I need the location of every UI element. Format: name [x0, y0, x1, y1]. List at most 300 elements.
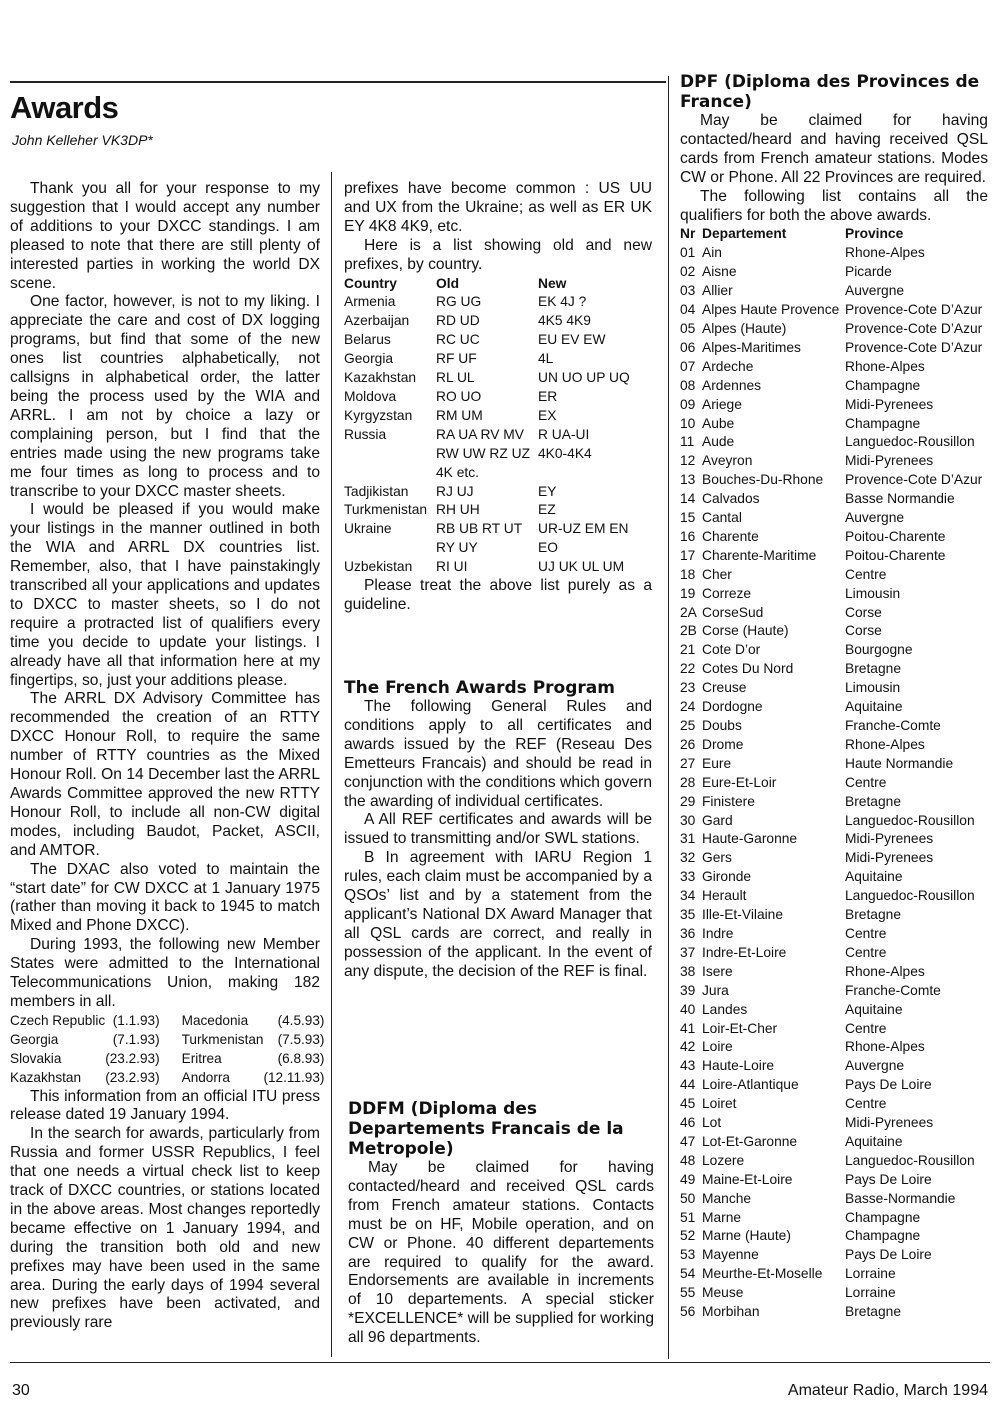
french-paragraph: The following General Rules and conditions apply to all certificates and awards issued by the REF (Reseau Des Emetteurs Francais) and should be read in conjunction with the conditions which govern the awarding of individual certificates.	[344, 698, 652, 810]
departement-row-cell: Isere	[702, 963, 733, 979]
prefix-row-cell: Russia	[344, 426, 387, 442]
departement-row-cell: Languedoc-Rousillon	[845, 434, 975, 450]
departement-row-cell: Poitou-Charente	[845, 528, 946, 544]
departement-row-cell: Indre	[702, 925, 734, 941]
departement-row	[680, 1133, 988, 1152]
departement-row-cell: Eure-Et-Loir	[702, 774, 777, 790]
departement-row-cell: 42	[680, 1039, 696, 1055]
prefix-row	[344, 501, 644, 520]
departement-row-cell: 33	[680, 869, 696, 885]
col2-paragraph: Here is a list showing old and new prefixes, by country.	[344, 236, 652, 273]
member-cell: (23.2.93)	[105, 1069, 160, 1085]
col1-paragraph: The ARRL DX Advisory Committee has recommended the creation of an RTTY DXCC Honour Roll, to require the same number of RTTY countries as the Mixed Honour Roll. On 14 December last the ARRL Awards Committee approved the new RTTY Honour Roll, to include all non-CW digital modes, including Baudot, Packet, ASCII, and AMTOR.	[10, 690, 320, 859]
departement-row-cell: Corse (Haute)	[702, 623, 789, 639]
prefix-row-cell: EU EV EW	[538, 332, 606, 348]
departement-row-cell: 09	[680, 396, 696, 412]
departement-row-cell: 16	[680, 528, 696, 544]
departement-row-cell: Provence-Cote D’Azur	[845, 472, 983, 488]
departement-row	[680, 963, 988, 982]
departement-row	[680, 377, 988, 396]
departement-row-cell: 10	[680, 415, 696, 431]
departement-row-cell: Doubs	[702, 718, 742, 733]
prefix-row	[344, 445, 644, 464]
departement-row-cell: 17	[680, 547, 696, 563]
departement-row-cell: Eure	[702, 755, 732, 771]
prefix-header-country: Country	[344, 275, 397, 291]
departement-row-cell: Aquitaine	[845, 1133, 903, 1149]
departement-row-cell: Midi-Pyrenees	[845, 453, 934, 469]
page-number: 30	[12, 1382, 30, 1399]
departement-row-cell: Centre	[845, 925, 887, 941]
prefix-row-cell: RG UG	[436, 294, 482, 310]
departement-row-cell: Cote D’or	[702, 642, 761, 658]
departement-row-cell: Bouches-Du-Rhone	[702, 472, 824, 488]
departement-row	[680, 1095, 988, 1114]
dept-header-nr: Nr	[680, 226, 696, 242]
departement-row-cell: Centre	[845, 774, 887, 790]
departement-row	[680, 755, 988, 774]
prefix-row-cell: RD UD	[436, 313, 480, 329]
ddfm-section	[348, 1099, 654, 1348]
prefix-row-cell: EK 4J ?	[538, 294, 587, 310]
departement-row-cell: 31	[680, 831, 696, 847]
departement-row-cell: 53	[680, 1247, 696, 1263]
member-row	[10, 1012, 324, 1031]
departement-row-cell: 24	[680, 699, 696, 715]
departement-row-cell: 21	[680, 642, 696, 658]
ddfm-paragraphs	[348, 1159, 654, 1348]
prefix-header-old: Old	[436, 275, 459, 291]
col2-paragraphs-b	[344, 577, 652, 615]
departement-row-cell: Bretagne	[845, 661, 901, 677]
departement-row	[680, 1020, 988, 1039]
departement-row-cell: 2B	[680, 623, 697, 639]
departement-row-cell: 12	[680, 453, 696, 469]
departement-row-cell: Gironde	[702, 869, 752, 885]
publication-footer: Amateur Radio, March 1994	[787, 1382, 988, 1399]
prefix-row	[344, 483, 644, 502]
prefix-row	[344, 520, 644, 539]
departement-row-cell: Maine-Et-Loire	[702, 1171, 793, 1187]
prefix-header-new: New	[538, 275, 567, 291]
departement-row	[680, 1171, 988, 1190]
departement-row	[680, 604, 988, 623]
departement-row	[680, 982, 988, 1001]
dpf-paragraphs	[680, 112, 988, 225]
departement-row-cell: Centre	[845, 1096, 887, 1112]
column-1	[10, 180, 325, 1333]
departement-row-cell: Creuse	[702, 680, 747, 696]
departement-row	[680, 301, 988, 320]
departement-row-cell: CorseSud	[702, 604, 764, 620]
departement-row-cell: Herault	[702, 888, 747, 904]
departement-row-cell: 47	[680, 1133, 696, 1149]
prefix-row-cell: Ukraine	[344, 521, 392, 537]
itu-members-table	[10, 1012, 324, 1088]
prefix-row-cell: EO	[538, 540, 558, 556]
departement-row-cell: Bretagne	[845, 1304, 901, 1320]
departement-row-cell: 2A	[680, 604, 697, 620]
dept-header-departement: Departement	[702, 226, 787, 242]
dpf-heading: DPF (Diploma des Provinces de France)	[680, 72, 980, 112]
col1-paragraph: In the search for awards, particularly from Russia and former USSR Republics, I feel that one needs a virtual check list to keep track of DXCC countries, or stations located in the above areas. Most changes reportedly became effective on 1 January 1994, and during the transition both old and new prefixes may have been used in the same area. During the early days of 1994 several new prefixes have been activated, and previously rare	[10, 1125, 320, 1332]
departement-row-cell: Drome	[702, 736, 744, 752]
departement-row-cell: Charente	[702, 528, 759, 544]
departement-row-cell: 23	[680, 680, 696, 696]
departement-row-cell: Aude	[702, 434, 735, 450]
departement-table	[680, 225, 988, 1322]
departement-row	[680, 396, 988, 415]
departement-row-cell: Basse-Normandie	[845, 1190, 956, 1206]
prefix-row-cell: RJ UJ	[436, 483, 474, 499]
departement-row-cell: Rhone-Alpes	[845, 963, 925, 979]
departement-row-cell: 05	[680, 320, 696, 336]
prefix-row-cell: 4K5 4K9	[538, 313, 591, 329]
departement-row	[680, 585, 988, 604]
departement-row	[680, 1246, 988, 1265]
departement-row-cell: Cotes Du Nord	[702, 661, 794, 677]
column-divider-1	[331, 172, 332, 1357]
departement-row-cell: Centre	[845, 1020, 887, 1036]
departement-row-cell: Gers	[702, 850, 732, 866]
departement-row-cell: Champagne	[845, 377, 921, 393]
member-cell: (4.5.93)	[277, 1012, 325, 1028]
departement-row-cell: Loiret	[702, 1096, 737, 1112]
departement-row-cell: 54	[680, 1266, 696, 1282]
top-rule	[10, 81, 666, 83]
departement-row-cell: 01	[680, 245, 696, 261]
departement-row-cell: Auvergne	[845, 1058, 905, 1074]
departement-row-cell: 22	[680, 661, 696, 677]
prefix-row-cell: RM UM	[436, 407, 483, 423]
prefix-row-cell: RY UY	[436, 540, 478, 556]
prefix-row	[344, 293, 644, 312]
departement-row-cell: Picarde	[845, 264, 892, 280]
member-cell: Eritrea	[181, 1050, 222, 1066]
departement-row-cell: 07	[680, 358, 696, 374]
departement-row	[680, 660, 988, 679]
departement-row-cell: 37	[680, 944, 696, 960]
departement-row-cell: Corse	[845, 623, 882, 639]
dpf-paragraph: The following list contains all the qualifiers for both the above awards.	[680, 187, 988, 224]
departement-row-cell: 28	[680, 774, 696, 790]
departement-row-cell: 03	[680, 283, 696, 299]
departement-row-cell: Basse Normandie	[845, 491, 955, 507]
departement-row-cell: 52	[680, 1228, 696, 1244]
departement-row-cell: Lorraine	[845, 1285, 896, 1301]
departement-row-cell: 49	[680, 1171, 696, 1187]
departement-row-cell: Champagne	[845, 1228, 921, 1244]
departement-row	[680, 679, 988, 698]
departement-row-cell: 15	[680, 510, 696, 526]
col1-paragraph: Thank you all for your response to my suggestion that I would accept any number of additions to your DXCC standings. I am pleased to note that there are still plenty of interested parties in working the world DX scene.	[10, 180, 320, 292]
prefix-row-cell: 4K0-4K4	[538, 445, 592, 461]
prefix-row-cell: ER	[538, 388, 558, 404]
prefix-row-cell: Uzbekistan	[344, 559, 413, 575]
departement-row-cell: Bretagne	[845, 793, 901, 809]
departement-row-cell: Champagne	[845, 415, 921, 431]
departement-row-cell: Languedoc-Rousillon	[845, 888, 975, 904]
prefix-row-cell: Armenia	[344, 294, 396, 310]
departement-row-cell: Ariege	[702, 396, 742, 412]
departement-row-cell: Morbihan	[702, 1304, 760, 1320]
departement-row-cell: Charente-Maritime	[702, 547, 817, 563]
departement-row-cell: Auvergne	[845, 283, 905, 299]
departement-row-cell: Aquitaine	[845, 1001, 903, 1017]
prefix-row-cell: UN UO UP UQ	[538, 370, 630, 386]
departement-row-cell: Ille-Et-Vilaine	[702, 907, 784, 923]
prefix-row	[344, 558, 644, 577]
departement-row-cell: 29	[680, 793, 696, 809]
departement-row-cell: Midi-Pyrenees	[845, 831, 934, 847]
departement-row-cell: Aquitaine	[845, 699, 903, 715]
departement-row-cell: Champagne	[845, 1209, 921, 1225]
departement-row	[680, 849, 988, 868]
departement-row	[680, 622, 988, 641]
prefix-row-cell: RC UC	[436, 332, 480, 348]
departement-row-cell: Limousin	[845, 680, 901, 696]
prefix-row-cell: Tadjikistan	[344, 483, 409, 499]
departement-row-cell: Aisne	[702, 264, 737, 280]
prefix-row-cell: RB UB RT UT	[436, 521, 523, 537]
departement-row-cell: Gard	[702, 812, 733, 828]
prefix-row-cell: Belarus	[344, 332, 391, 348]
departement-row-cell: Alpes-Maritimes	[702, 339, 801, 355]
prefix-row-cell: Kyrgyzstan	[344, 407, 413, 423]
prefix-row	[344, 312, 644, 331]
french-awards-heading: The French Awards Program	[344, 678, 615, 698]
departement-row-cell: Cantal	[702, 510, 742, 526]
departement-row	[680, 774, 988, 793]
member-cell: Kazakhstan	[10, 1069, 82, 1085]
departement-row	[680, 1190, 988, 1209]
departement-row-cell: Franche-Comte	[845, 982, 941, 998]
departement-row	[680, 528, 988, 547]
member-cell: (12.11.93)	[263, 1069, 325, 1085]
departement-row-cell: Lorraine	[845, 1266, 896, 1282]
prefix-row-cell: EY	[538, 483, 557, 499]
ddfm-heading: DDFM (Diploma des Departements Francais de la Metropole)	[348, 1099, 624, 1159]
col1-paragraphs-a	[10, 180, 320, 1012]
member-row	[10, 1050, 324, 1069]
departement-row-cell: 44	[680, 1077, 696, 1093]
prefix-row-cell: 4K etc.	[436, 464, 479, 480]
departement-row	[680, 925, 988, 944]
departement-row-cell: 56	[680, 1304, 696, 1320]
departement-row-cell: 39	[680, 982, 696, 998]
departement-row	[680, 244, 988, 263]
departement-row-cell: Midi-Pyrenees	[845, 396, 934, 412]
departement-row	[680, 906, 988, 925]
departement-row	[680, 490, 988, 509]
departement-row	[680, 547, 988, 566]
member-cell: Andorra	[181, 1069, 230, 1085]
departement-row-cell: Allier	[702, 283, 733, 299]
departement-row-cell: Marne	[702, 1209, 742, 1225]
departement-row-cell: 48	[680, 1152, 696, 1168]
departement-row-cell: Corse	[845, 604, 882, 620]
departement-row-cell: Midi-Pyrenees	[845, 850, 934, 866]
departement-row-cell: Mayenne	[702, 1247, 759, 1263]
departement-row-cell: 45	[680, 1096, 696, 1112]
departement-row-cell: Alpes (Haute)	[702, 320, 787, 336]
column-3	[680, 72, 988, 1322]
col2-paragraphs-a	[344, 180, 652, 275]
departement-row-cell: 34	[680, 888, 696, 904]
departement-row-cell: Calvados	[702, 491, 760, 507]
departement-row-cell: 02	[680, 264, 696, 280]
departement-row-cell: Ardennes	[702, 377, 762, 393]
prefix-row-cell: 4L	[538, 351, 554, 367]
departement-row-cell: Marne (Haute)	[702, 1228, 791, 1244]
col1-paragraph: I would be pleased if you would make your listings in the manner outlined in both the WIA and ARRL DX countries list. Remember, also, that I have painstakingly transcribed all your applications and updates to DXCC to master sheets, so I do not require a protracted list of qualifiers every time you decide to update your listings. I already have all that information here at my fingertips, so, just your additions please.	[10, 501, 320, 689]
departement-row-cell: 51	[680, 1209, 696, 1225]
departement-row-cell: Poitou-Charente	[845, 547, 946, 563]
prefix-row	[344, 388, 644, 407]
departement-row	[680, 1152, 988, 1171]
ddfm-paragraph: May be claimed for having contacted/heard and received QSL cards from French amateur stations. Contacts must be on HF, Mobile operation, and on CW or Phone. 40 different departements are required to qualify for the award. Endorsements are available in increments of 10 departements. A special sticker *EXCELLENCE* will be supplied for working all 96 departments.	[348, 1159, 654, 1347]
departement-row-cell: Haute-Garonne	[702, 831, 798, 847]
prefix-row-cell: EX	[538, 407, 557, 423]
prefix-row-cell: Moldova	[344, 388, 397, 404]
col1-paragraph: During 1993, the following new Member States were admitted to the International Telecommunications Union, making 182 members in all.	[10, 936, 320, 1010]
prefix-row-cell: RO UO	[436, 388, 482, 404]
byline: John Kelleher VK3DP*	[12, 132, 153, 148]
departement-row-cell: 46	[680, 1115, 696, 1131]
departement-row	[680, 282, 988, 301]
departement-row-cell: 06	[680, 339, 696, 355]
departement-row	[680, 1227, 988, 1246]
departement-row-cell: Aquitaine	[845, 869, 903, 885]
prefix-row-cell: RI UI	[436, 559, 468, 575]
departement-row-cell: Midi-Pyrenees	[845, 1115, 934, 1131]
departement-row-cell: Limousin	[845, 585, 901, 601]
departement-row	[680, 812, 988, 831]
departement-row	[680, 887, 988, 906]
departement-row	[680, 830, 988, 849]
departement-row-cell: Jura	[702, 982, 729, 998]
departement-row-cell: Franche-Comte	[845, 718, 941, 733]
prefix-row	[344, 369, 644, 388]
departement-row	[680, 1114, 988, 1133]
departement-row-cell: 11	[680, 434, 695, 450]
prefix-row-cell: RH UH	[436, 502, 480, 518]
departement-row-cell: Pays De Loire	[845, 1077, 932, 1093]
departement-row-cell: 38	[680, 963, 696, 979]
departement-row-cell: Lot-Et-Garonne	[702, 1133, 798, 1149]
prefix-row-cell	[344, 464, 436, 483]
departement-row-cell: Ain	[702, 245, 722, 261]
departement-row-cell: Indre-Et-Loire	[702, 944, 787, 960]
prefix-row	[344, 539, 644, 558]
departement-row-cell: Provence-Cote D’Azur	[845, 339, 983, 355]
prefix-row	[344, 331, 644, 350]
page-title: Awards	[10, 90, 119, 125]
col2-paragraph: Please treat the above list purely as a guideline.	[344, 577, 652, 613]
departement-row-cell: Rhone-Alpes	[845, 736, 925, 752]
departement-row-cell: Ardeche	[702, 358, 754, 374]
departement-row-cell: 43	[680, 1058, 696, 1074]
departement-row-cell: Meurthe-Et-Moselle	[702, 1266, 823, 1282]
prefix-row-cell: Turkmenistan	[344, 502, 428, 518]
departement-row-cell: Provence-Cote D’Azur	[845, 320, 983, 336]
departement-row-cell: 26	[680, 736, 696, 752]
dpf-paragraph: May be claimed for having contacted/heard and having received QSL cards from French amateur stations. Modes CW or Phone. All 22 Provinces are required.	[680, 112, 988, 186]
member-cell: (23.2.93)	[105, 1050, 160, 1066]
prefix-row-cell: Georgia	[344, 351, 394, 367]
departement-row-cell: 08	[680, 377, 696, 393]
member-cell: (7.1.93)	[112, 1031, 160, 1047]
departement-row-cell: Rhone-Alpes	[845, 245, 925, 261]
departement-row-cell: 32	[680, 850, 696, 866]
departement-row-cell: Centre	[845, 944, 887, 960]
prefix-row-cell: RW UW RZ UZ	[436, 445, 531, 461]
departement-row-cell: Lozere	[702, 1152, 745, 1168]
departement-row	[680, 717, 988, 736]
departement-row-cell: Loire-Atlantique	[702, 1077, 799, 1093]
prefix-row-cell: Azerbaijan	[344, 313, 410, 329]
departement-row	[680, 698, 988, 717]
departement-row-cell: Bretagne	[845, 907, 901, 923]
prefix-row-cell: RF UF	[436, 351, 477, 367]
prefix-row-cell: EZ	[538, 502, 556, 518]
departement-row-cell: Landes	[702, 1001, 748, 1017]
member-row	[10, 1069, 324, 1088]
departement-row-cell: Languedoc-Rousillon	[845, 1152, 975, 1168]
prefix-row-cell: UR-UZ EM EN	[538, 521, 629, 537]
departement-row	[680, 944, 988, 963]
departement-row-cell: Aveyron	[702, 453, 753, 469]
member-cell: Georgia	[10, 1031, 59, 1047]
departement-row	[680, 736, 988, 755]
prefix-row	[344, 464, 644, 483]
departement-row-cell: Finistere	[702, 793, 755, 809]
dept-header-province: Province	[845, 226, 904, 242]
col1-paragraph: The DXAC also voted to maintain the “start date” for CW DXCC at 1 January 1975 (rather than moving it back to 1945 to match Mixed and Phone DXCC).	[10, 860, 320, 935]
departement-row	[680, 1265, 988, 1284]
departement-row-cell: 13	[680, 472, 696, 488]
departement-row	[680, 793, 988, 812]
departement-row-cell: Pays De Loire	[845, 1247, 932, 1263]
prefix-row-cell	[344, 445, 436, 464]
prefix-row-cell: RA UA RV MV	[436, 426, 524, 442]
departement-row-cell: 50	[680, 1190, 696, 1206]
member-row	[10, 1031, 324, 1050]
departement-row	[680, 358, 988, 377]
member-cell: Slovakia	[10, 1050, 62, 1066]
departement-row-cell: Dordogne	[702, 699, 763, 715]
departement-row	[680, 471, 988, 490]
member-cell: Czech Republic	[10, 1012, 106, 1028]
departement-row-cell: Provence-Cote D’Azur	[845, 302, 983, 318]
departement-row-cell: Languedoc-Rousillon	[845, 812, 975, 828]
departement-row-cell: Loir-Et-Cher	[702, 1020, 778, 1036]
departement-row-cell: Loire	[702, 1039, 733, 1055]
bottom-rule	[10, 1362, 990, 1363]
member-cell: (6.8.93)	[277, 1050, 325, 1066]
departement-row-cell: Haute Normandie	[845, 755, 954, 771]
departement-row-cell: Alpes Haute Provence	[702, 302, 840, 318]
departement-row-cell: Correze	[702, 585, 752, 601]
departement-row-cell: 25	[680, 718, 696, 733]
departement-row-cell: 40	[680, 1001, 696, 1017]
departement-row	[680, 1076, 988, 1095]
departement-row-cell: 30	[680, 812, 696, 828]
prefix-row-cell: RL UL	[436, 370, 475, 386]
prefix-row	[344, 350, 644, 369]
departement-row-cell: 36	[680, 925, 696, 941]
column-2	[344, 180, 652, 615]
